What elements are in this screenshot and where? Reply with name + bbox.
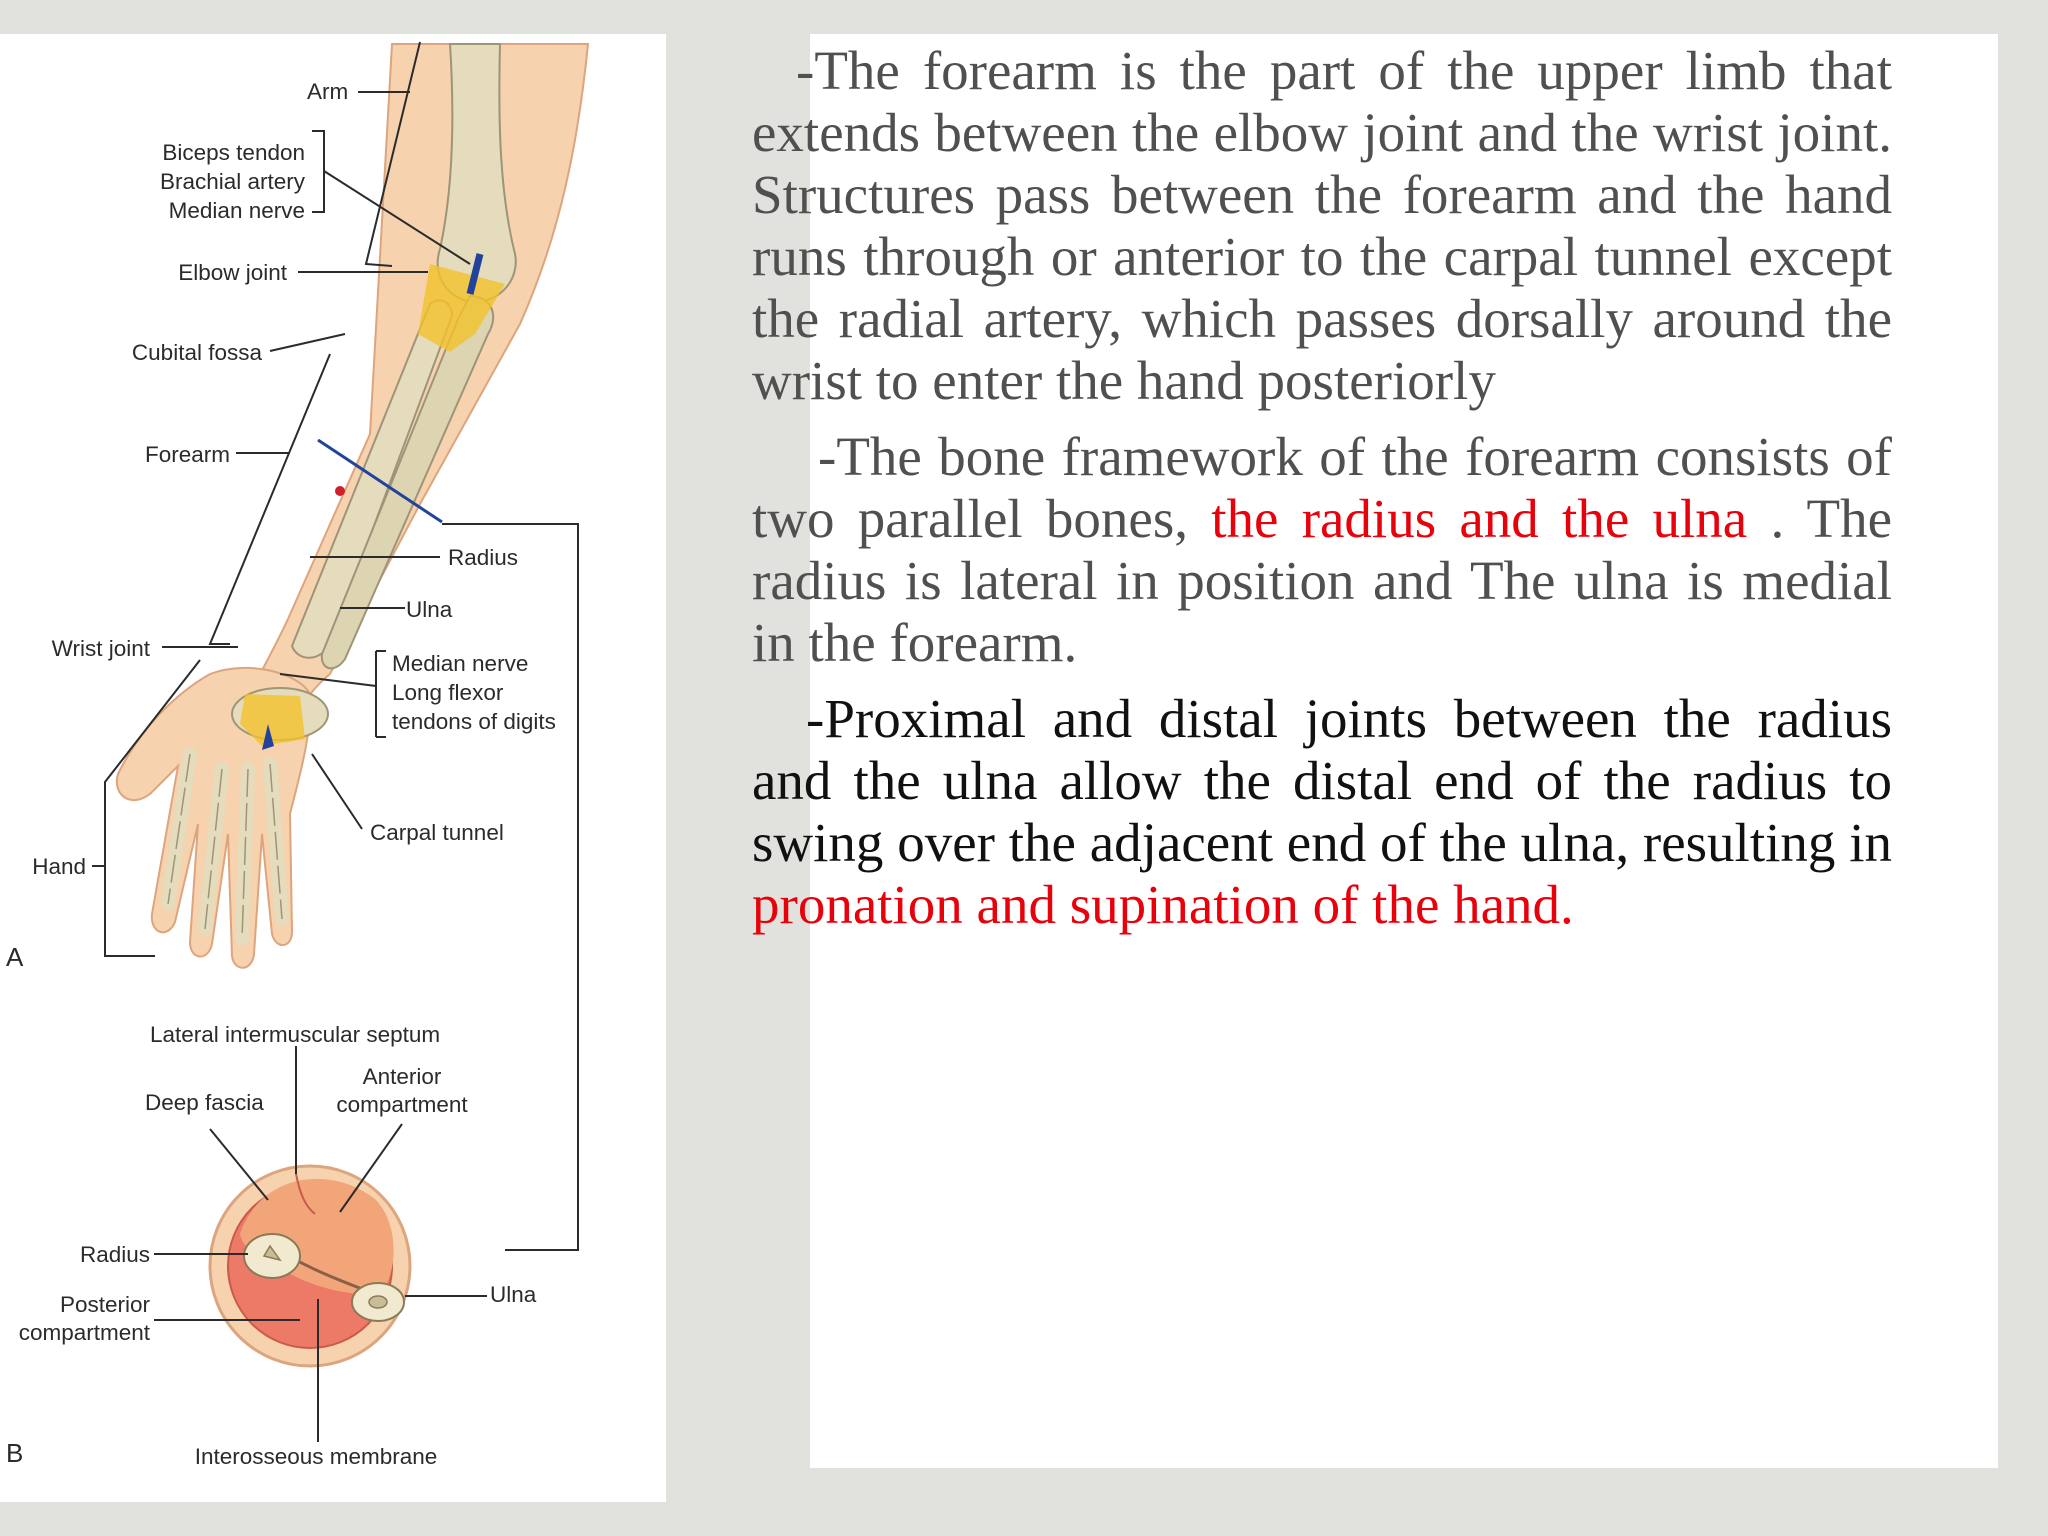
label-tendons-of-digits: tendons of digits bbox=[392, 709, 556, 734]
label-elbow-joint: Elbow joint bbox=[178, 260, 287, 285]
paragraph-2-tail: . The radius is lateral in position and The ulna is medial in the forearm. bbox=[752, 488, 1892, 673]
paragraph-2-lead: -The bone framework of the forearm consists of two parallel bones, bbox=[752, 426, 1892, 549]
label-ulna-section: Ulna bbox=[490, 1282, 537, 1307]
label-deep-fascia: Deep fascia bbox=[145, 1090, 264, 1115]
label-median-nerve: Median nerve bbox=[168, 198, 305, 223]
panel-a-letter: A bbox=[6, 942, 24, 972]
label-interosseous-membrane: Interosseous membrane bbox=[194, 1444, 438, 1469]
label-ulna: Ulna bbox=[406, 597, 453, 622]
label-wrist-joint: Wrist joint bbox=[51, 636, 150, 661]
paragraph-bone-framework bbox=[752, 426, 1892, 674]
paragraph-3-highlight: pronation and supination of the hand. bbox=[752, 874, 1574, 935]
paragraph-forearm-definition bbox=[752, 40, 1892, 412]
label-radius: Radius bbox=[448, 545, 519, 570]
label-hand: Hand bbox=[32, 854, 86, 879]
paragraph-joints bbox=[752, 688, 1892, 936]
paragraph-1-text: -The forearm is the part of the upper limb that extends between the elbow joint and the wrist joint. Structures pass between the forearm and the hand runs through or anterior to the carpal tunnel except the radial artery, which passes dorsally around the wrist to enter the hand posteriorly bbox=[752, 40, 1892, 411]
label-long-flexor: Long flexor bbox=[392, 680, 504, 705]
anatomy-figure bbox=[0, 34, 666, 1502]
label-posterior-compartment: compartment bbox=[18, 1320, 150, 1345]
cross-section bbox=[210, 1166, 410, 1366]
label-brachial-artery: Brachial artery bbox=[159, 169, 305, 194]
label-lateral-intermuscular-septum: Lateral intermuscular septum bbox=[150, 1022, 441, 1047]
label-anterior-compartment: compartment bbox=[336, 1092, 468, 1117]
label-posterior: Posterior bbox=[59, 1292, 150, 1317]
paragraph-3-lead: -Proximal and distal joints between the radius and the ulna allow the distal end of the radius to swing over the adjacent end of the ulna, resulting in bbox=[752, 688, 1892, 873]
paragraph-2-highlight: the radius and the ulna bbox=[1211, 488, 1748, 549]
slide-text bbox=[752, 40, 1892, 936]
label-forearm: Forearm bbox=[144, 442, 230, 467]
forearm-illustration bbox=[0, 34, 666, 1502]
label-biceps-tendon: Biceps tendon bbox=[162, 140, 305, 165]
label-median-nerve-wrist: Median nerve bbox=[392, 651, 529, 676]
label-anterior: Anterior bbox=[362, 1064, 442, 1089]
label-radius-section: Radius bbox=[79, 1242, 150, 1267]
label-cubital-fossa: Cubital fossa bbox=[131, 340, 262, 365]
panel-b-letter: B bbox=[6, 1438, 24, 1468]
label-arm: Arm bbox=[307, 79, 349, 104]
label-carpal-tunnel: Carpal tunnel bbox=[370, 820, 504, 845]
